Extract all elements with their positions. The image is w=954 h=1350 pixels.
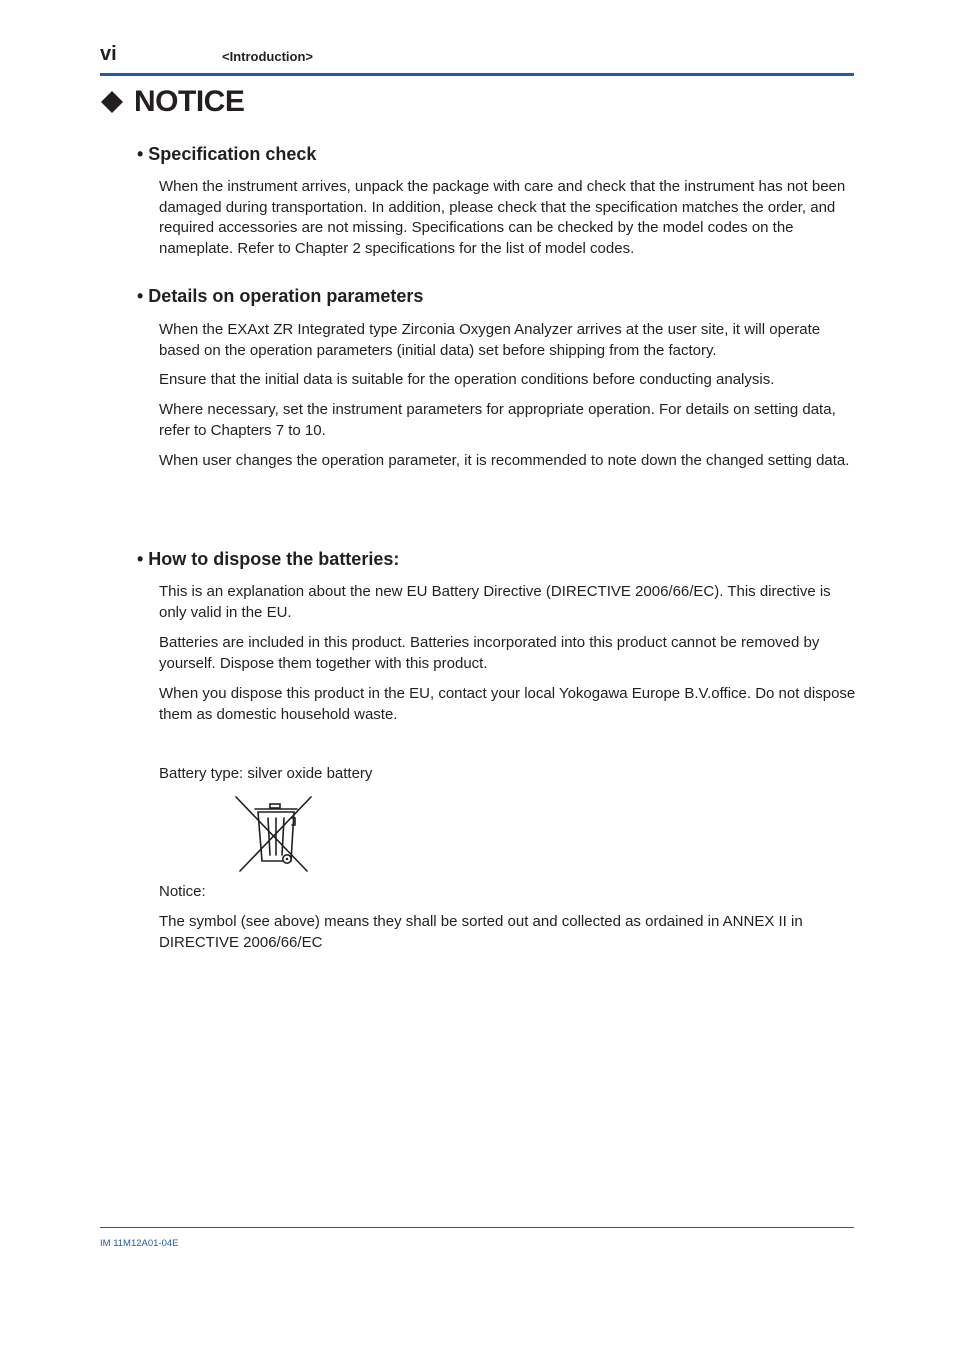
diamond-icon — [100, 90, 124, 114]
paragraph: Where necessary, set the instrument parameters for appropriate operation. For details on setting data, refer to Chapters 7 to 10. — [159, 401, 836, 439]
paragraph: The symbol (see above) means they shall be sorted out and collected as ordained in ANNEX II in DIRECTIVE 2006/66/EC — [159, 913, 803, 951]
page-title — [100, 85, 244, 119]
page-title-text: NOTICE — [134, 85, 245, 118]
paragraph: When you dispose this product in the EU, contact your local Yokogawa Europe B.V.office. Do not dispose them as domestic household waste. — [159, 685, 856, 723]
section-heading-dispose-batteries: • How to dispose the batteries: — [137, 549, 400, 569]
document-code: IM 11M12A01-04E — [100, 1238, 179, 1249]
footer-rule — [100, 1227, 854, 1228]
paragraph: This is an explanation about the new EU Battery Directive (DIRECTIVE 2006/66/EC). This directive is only valid in the EU. — [159, 583, 831, 621]
paragraph: When the EXAxt ZR Integrated type Zirconia Oxygen Analyzer arrives at the user site, it will operate based on the operation parameters (initial data) set before shipping from the factory. — [159, 321, 821, 359]
crossed-out-wheelie-bin-icon — [233, 795, 315, 875]
paragraph: Batteries are included in this product. Batteries incorporated into this product cannot be removed by yourself. Dispose them together with this product. — [159, 634, 820, 672]
header-rule — [100, 73, 854, 76]
notice-label: Notice: — [159, 883, 206, 900]
paragraph: When the instrument arrives, unpack the package with care and check that the instrument has not been damaged during transportation. In addition, please check that the specification matches the order, and required accessories are not missing. Specifications can be checked by the model codes on the nameplate. Refer to Chapter 2 specifications for the list of model codes. — [159, 178, 846, 258]
section-heading-specification-check: • Specification check — [137, 144, 317, 164]
paragraph: Ensure that the initial data is suitable for the operation conditions before conducting analysis. — [159, 371, 775, 388]
page-number: vi — [100, 43, 117, 65]
section-heading-operation-parameters: • Details on operation parameters — [137, 286, 424, 306]
battery-type-text: Battery type: silver oxide battery — [159, 765, 373, 782]
paragraph: When user changes the operation parameter, it is recommended to note down the changed setting data. — [159, 452, 850, 469]
running-head: <Introduction> — [222, 49, 313, 64]
